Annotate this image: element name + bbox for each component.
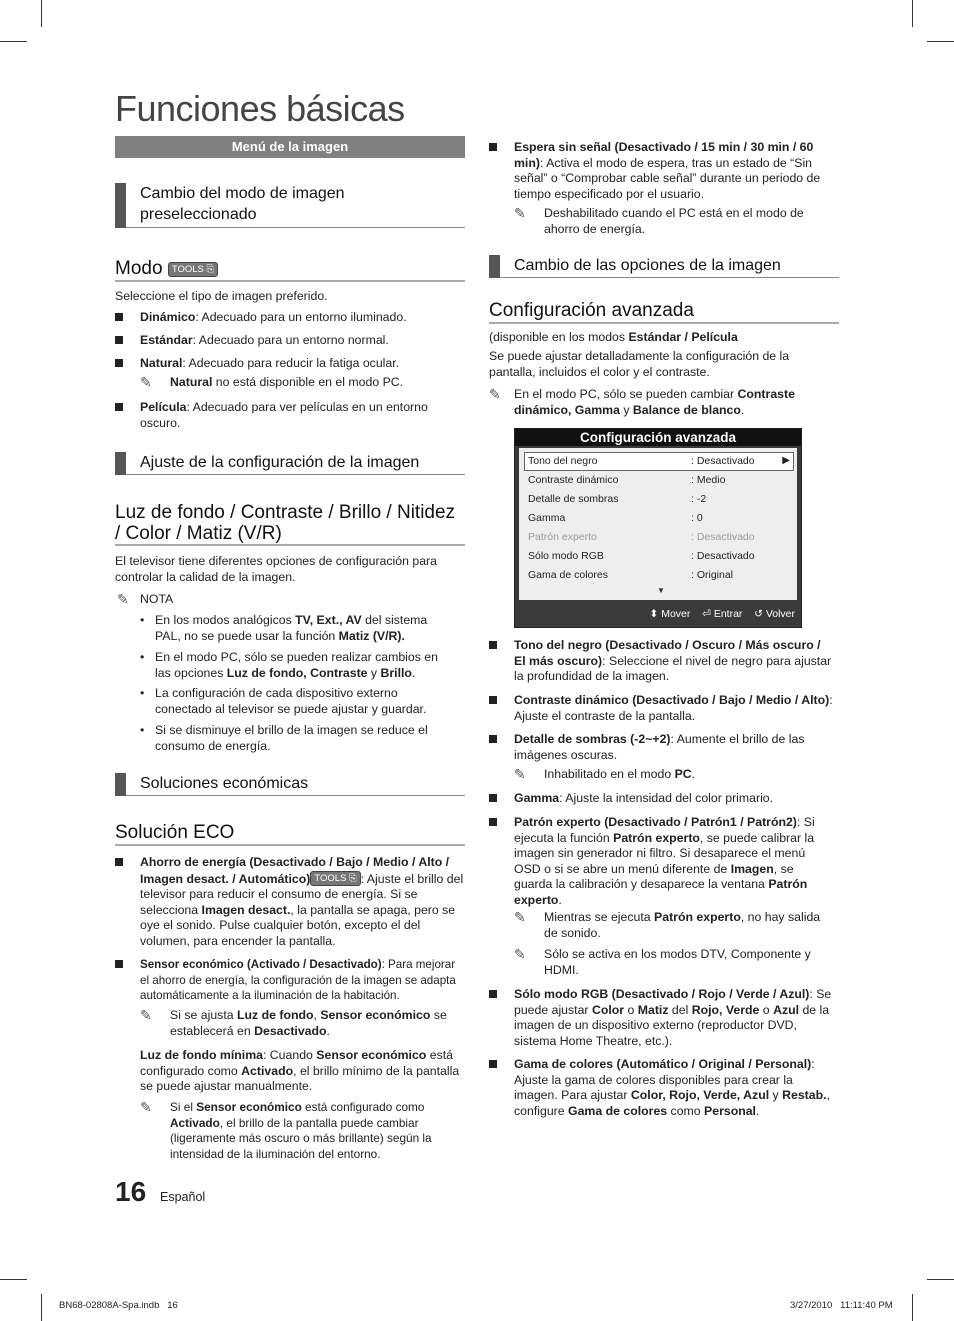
bullet-square (115, 359, 123, 367)
osd-row (528, 529, 755, 545)
osd-value: : -2 (691, 493, 707, 505)
text: Detalle de sombras (-2~+2) (514, 732, 671, 746)
text: . (411, 665, 416, 680)
footer-date: 3/27/2010 11:11:40 PM (790, 1300, 893, 1311)
enter-label: Entrar (713, 608, 743, 620)
bullet-square (489, 794, 497, 802)
crop-mark (41, 1294, 42, 1321)
osd-value: : Original (691, 569, 734, 581)
text: Patrón experto (613, 830, 700, 845)
text: o (624, 1002, 638, 1017)
osd-row[interactable] (528, 548, 755, 564)
bullet-square (489, 696, 497, 704)
list-item (115, 957, 465, 1004)
text: La configuración de cada dispositivo externo conectado al televisor se puede ajustar y guardar. (155, 686, 427, 716)
move-icon: ⬍ (649, 608, 659, 620)
text: . (755, 1103, 760, 1118)
list-item (115, 855, 465, 950)
luz-fondo-minima (140, 1048, 465, 1095)
text: Patrón experto (Desactivado / Patrón1 / Patrón2) (514, 815, 797, 829)
section-title: Cambio de las opciones de la imagen (514, 257, 781, 274)
text: Azul (773, 1002, 800, 1017)
osd-value: : Desactivado (691, 455, 755, 467)
item-term: Dinámico (140, 310, 196, 324)
note-text: Deshabilitado cuando el PC está en el modo de ahorro de energía. (544, 206, 804, 236)
section-header (115, 452, 465, 475)
luz-heading: Luz de fondo / Contraste / Brillo / Nitidez / Color / Matiz (V/R) (115, 502, 465, 546)
scroll-down-icon[interactable]: ▼ (657, 586, 665, 595)
text: . (740, 402, 745, 417)
list-item (489, 987, 834, 1049)
text: Si el (170, 1100, 197, 1114)
crop-mark (912, 0, 913, 27)
text: : Aumente el brillo de las imágenes oscuras. (514, 732, 805, 762)
text: Sólo modo RGB (Desactivado / Rojo / Verde / Azul) (514, 987, 810, 1001)
text: Espera sin señal (Desactivado / 15 min / 30 min / 60 min) (514, 140, 814, 170)
text: Sensor económico (320, 1008, 431, 1022)
text: Personal (704, 1103, 756, 1118)
bullet-square (115, 313, 123, 321)
list-item (140, 613, 452, 644)
list-item (489, 732, 834, 763)
text: Mientras se ejecuta (544, 910, 655, 924)
osd-label: Tono del negro (528, 455, 598, 467)
text: , no hay salida de sonido. (544, 910, 821, 940)
text: Activado (241, 1063, 294, 1078)
text: Balance de blanco (632, 402, 741, 417)
text: En los modos analógicos (155, 613, 296, 627)
text: Inhabilitado en el modo (544, 767, 675, 781)
text: : Ajuste el contraste de la pantalla. (514, 693, 833, 723)
text: Color, Rojo, Verde, Azul (630, 1088, 770, 1103)
text: del sistema PAL, no se puede usar la función (155, 613, 428, 643)
list-item (489, 693, 834, 724)
text: y (769, 1088, 783, 1103)
osd-footer (515, 601, 801, 627)
text: Color (591, 1002, 625, 1017)
text: . (558, 892, 562, 907)
text: Sólo se activa en los modos DTV, Componente y HDMI. (544, 947, 811, 977)
bullet-square (489, 990, 497, 998)
text: PC (674, 767, 692, 781)
text: se establecerá en (170, 1008, 447, 1038)
osd-value: : 0 (691, 512, 703, 524)
section-title: Cambio del modo de imagen preseleccionado (140, 185, 345, 223)
osd-label: Detalle de sombras (528, 493, 619, 505)
text: , se puede calibrar la imagen sin generador ni filtro. Si desaparece el menú OSD o si se abre un menú diferente de (514, 830, 815, 876)
item-term: Película (140, 400, 187, 414)
text: Sensor económico (Activado / Desactivado) (140, 958, 382, 971)
pencil-icon: ✎ (514, 909, 526, 925)
text: Luz de fondo mínima (140, 1048, 263, 1062)
note (140, 1100, 465, 1162)
bullet-dot: • (140, 686, 145, 700)
osd-label: Gamma (528, 512, 566, 524)
bullet-dot: • (140, 613, 145, 627)
list-item (115, 333, 465, 349)
text: En el modo PC, sólo se pueden realizar cambios en las opciones (155, 650, 438, 680)
text: Activado (170, 1115, 220, 1130)
list-item (489, 638, 834, 685)
bullet-dot: • (140, 723, 145, 737)
eco-heading: Solución ECO (115, 822, 465, 846)
pencil-icon: ✎ (514, 205, 526, 221)
list-item (489, 140, 829, 202)
nota-label: NOTA (140, 592, 174, 606)
list-item (489, 1057, 834, 1119)
text: o (759, 1002, 774, 1017)
text: Estándar / Película (628, 330, 738, 344)
pencil-icon: ✎ (140, 374, 152, 390)
text: Contraste dinámico, Gamma (514, 387, 795, 417)
section-title: Soluciones económicas (140, 775, 309, 792)
crop-mark (41, 0, 42, 27)
list-item (140, 723, 452, 754)
section-title: Ajuste de la configuración de la imagen (140, 454, 420, 471)
return-label: Volver (765, 608, 795, 620)
text: En el modo PC, sólo se pueden cambiar (514, 387, 738, 401)
text: Patrón experto (514, 877, 808, 907)
footer-file: BN68-02808A-Spa.indb 16 (59, 1300, 178, 1311)
list-item (115, 356, 465, 372)
item-term: Estándar (140, 333, 193, 347)
note-term: Natural (170, 375, 213, 389)
osd-row[interactable] (528, 472, 726, 488)
bullet-square (489, 818, 497, 826)
text: Luz de fondo (237, 1008, 314, 1022)
section-header (489, 255, 839, 278)
section-marker (115, 773, 126, 796)
text: Imagen (730, 861, 774, 876)
modo-intro: Seleccione el tipo de imagen preferido. (115, 289, 328, 303)
osd-row[interactable] (528, 491, 707, 507)
text: del (668, 1002, 692, 1017)
text: Gama de colores (Automático / Original / Personal) (514, 1057, 812, 1071)
text: Restab. (782, 1088, 827, 1103)
text: Gamma (514, 791, 560, 805)
text: , (313, 1008, 321, 1022)
list-item (489, 815, 834, 909)
section-header (115, 183, 465, 228)
text: Rojo, Verde (691, 1002, 760, 1017)
crop-mark (0, 41, 27, 42)
bullet-square (115, 403, 123, 411)
crop-mark (927, 1279, 954, 1280)
note (514, 947, 834, 978)
text: Si se disminuye el brillo de la imagen se reduce el consumo de energía. (155, 723, 428, 753)
pencil-icon: ✎ (514, 946, 526, 962)
text: . (691, 767, 696, 781)
tools-badge: TOOLS ⎘ (168, 262, 218, 277)
item-term: Natural (140, 356, 183, 370)
crop-mark (912, 1294, 913, 1321)
bullet-dot: • (140, 650, 145, 664)
tools-badge: TOOLS ⎘ (310, 871, 360, 886)
note (140, 375, 465, 391)
text: : Para mejorar el ahorro de energía, la configuración de la imagen se adapta automáticamente a la iluminación de la habitación. (140, 958, 456, 1003)
pencil-icon: ✎ (489, 386, 501, 402)
text: . (326, 1023, 330, 1038)
item-text: : Adecuado para reducir la fatiga ocular. (182, 356, 400, 370)
move-label: Mover (661, 608, 691, 620)
pencil-icon: ✎ (514, 766, 526, 782)
osd-label: Sólo modo RGB (528, 550, 604, 562)
tools-label: TOOLS (314, 872, 347, 884)
page-number: 16 (115, 1176, 147, 1207)
pencil-icon: ✎ (140, 1099, 152, 1115)
note (140, 1008, 465, 1039)
text: Desactivado (254, 1023, 327, 1038)
osd-label: Contraste dinámico (528, 474, 619, 486)
conf-heading: Configuración avanzada (489, 300, 839, 324)
heading-text: Modo (115, 258, 163, 279)
menu-bar: Menú de la imagen (115, 136, 465, 158)
bullet-square (115, 858, 123, 866)
osd-value: : Desactivado (691, 531, 755, 543)
section-header (115, 773, 465, 796)
text: : Cuando (262, 1048, 317, 1062)
text: : Seleccione el nivel de negro para ajustar la profundidad de la imagen. (514, 653, 832, 684)
luz-intro: El televisor tiene diferentes opciones de configuración para controlar la calidad de la imagen. (115, 554, 437, 584)
text: Imagen desact. (201, 902, 291, 917)
osd-label: Gama de colores (528, 569, 608, 581)
bullet-square (115, 960, 123, 968)
text: de la imagen de un dispositivo externo (reproductor DVD, sistema Home Theatre, etc.). (514, 1002, 830, 1048)
list-item (115, 310, 465, 326)
conf-intro: Se puede ajustar detalladamente la configuración de la pantalla, incluidos el color y el contraste. (489, 349, 790, 379)
note (514, 910, 834, 941)
section-marker (489, 255, 500, 278)
text: Ahorro de energía (Desactivado / Bajo / Medio / Alto / Imagen desact. / Automático) (140, 855, 450, 886)
section-marker (115, 452, 126, 475)
list-item (489, 791, 834, 807)
bullet-square (489, 641, 497, 649)
osd-row[interactable] (528, 510, 703, 526)
text: : Ajuste la intensidad del color primario. (559, 791, 774, 805)
text: Luz de fondo, Contraste (226, 665, 368, 680)
pencil-icon: ✎ (117, 591, 129, 607)
text: y (619, 402, 633, 417)
pencil-icon: ✎ (140, 1007, 152, 1023)
page-title: Funciones básicas (115, 88, 405, 129)
text: Sensor económico (316, 1048, 427, 1062)
note (514, 767, 834, 783)
osd-row[interactable] (528, 567, 734, 583)
text: está configurado como (301, 1100, 425, 1114)
list-item (140, 686, 452, 717)
conf-available (489, 330, 738, 346)
osd-menu (514, 428, 802, 628)
text: está configurado como (140, 1048, 453, 1078)
text: : Ajuste la gama de colores disponibles para crear la imagen. Para ajustar (514, 1057, 815, 1103)
osd-body (519, 448, 797, 600)
tools-label: TOOLS (171, 264, 204, 275)
page-language: Español (160, 1190, 206, 1204)
text: Si se ajusta (170, 1008, 237, 1022)
osd-label: Patrón experto (528, 531, 597, 543)
nota (115, 592, 465, 608)
item-text: : Adecuado para ver películas en un entorno oscuro. (140, 400, 428, 430)
note (514, 206, 839, 237)
text: TV, Ext., AV (295, 613, 362, 627)
text: : Se puede ajustar (514, 987, 832, 1017)
osd-row[interactable] (528, 453, 790, 469)
osd-value: : Medio (691, 474, 726, 486)
text: , el brillo mínimo de la pantalla se puede ajustar manualmente. (140, 1063, 460, 1094)
text: Matiz (V/R). (338, 628, 405, 643)
section-marker (115, 183, 126, 228)
text: : Si ejecuta la función (514, 815, 815, 845)
osd-title: Configuración avanzada (515, 429, 801, 446)
text: Contraste dinámico (Desactivado / Bajo / Medio / Alto) (514, 693, 830, 707)
text: , se guarda la calibración y desaparece la ventana (514, 861, 794, 892)
bullet-square (489, 143, 497, 151)
return-icon: ↺ (754, 608, 763, 620)
bullet-square (489, 735, 497, 743)
note (489, 387, 829, 418)
text: Tono del negro (Desactivado / Oscuro / Más oscuro / El más oscuro) (514, 638, 821, 668)
text: , la pantalla se apaga, pero se oye el sonido. Pulse cualquier botón, excepto el del volumen, para encender la pantalla. (140, 902, 456, 948)
text: Patrón experto (654, 910, 741, 924)
item-text: : Adecuado para un entorno iluminado. (195, 310, 407, 324)
text: , configure (514, 1088, 830, 1118)
item-text: : Adecuado para un entorno normal. (192, 333, 389, 347)
text: Gama de colores (568, 1103, 668, 1118)
arrow-right-icon: ▶ (782, 455, 790, 466)
text: (disponible en los modos (489, 330, 629, 344)
crop-mark (0, 1279, 27, 1280)
text: : Activa el modo de espera, tras un estado de “Sin señal” o “Comprobar cable señal” durante un periodo de tiempo especificado por el usuario. (514, 155, 821, 201)
enter-icon: ⏎ (702, 608, 711, 620)
bullet-square (489, 1060, 497, 1068)
note-text: no está disponible en el modo PC. (212, 375, 404, 389)
list-item (140, 650, 452, 681)
crop-mark (927, 41, 954, 42)
modo-heading (115, 258, 465, 282)
text: : Ajuste el brillo del televisor para reducir el consumo de energía. Si se selecciona (140, 871, 464, 917)
text: Matiz (637, 1002, 669, 1017)
text: y (367, 665, 381, 680)
text: Sensor económico (196, 1100, 302, 1114)
text: , el brillo de la pantalla puede cambiar (ligeramente más oscuro o más brillante) según la intensidad de la iluminación del entorno. (170, 1115, 432, 1161)
text: Brillo (380, 665, 412, 680)
bullet-square (115, 336, 123, 344)
osd-value: : Desactivado (691, 550, 755, 562)
list-item (115, 400, 465, 431)
text: como (667, 1103, 705, 1118)
